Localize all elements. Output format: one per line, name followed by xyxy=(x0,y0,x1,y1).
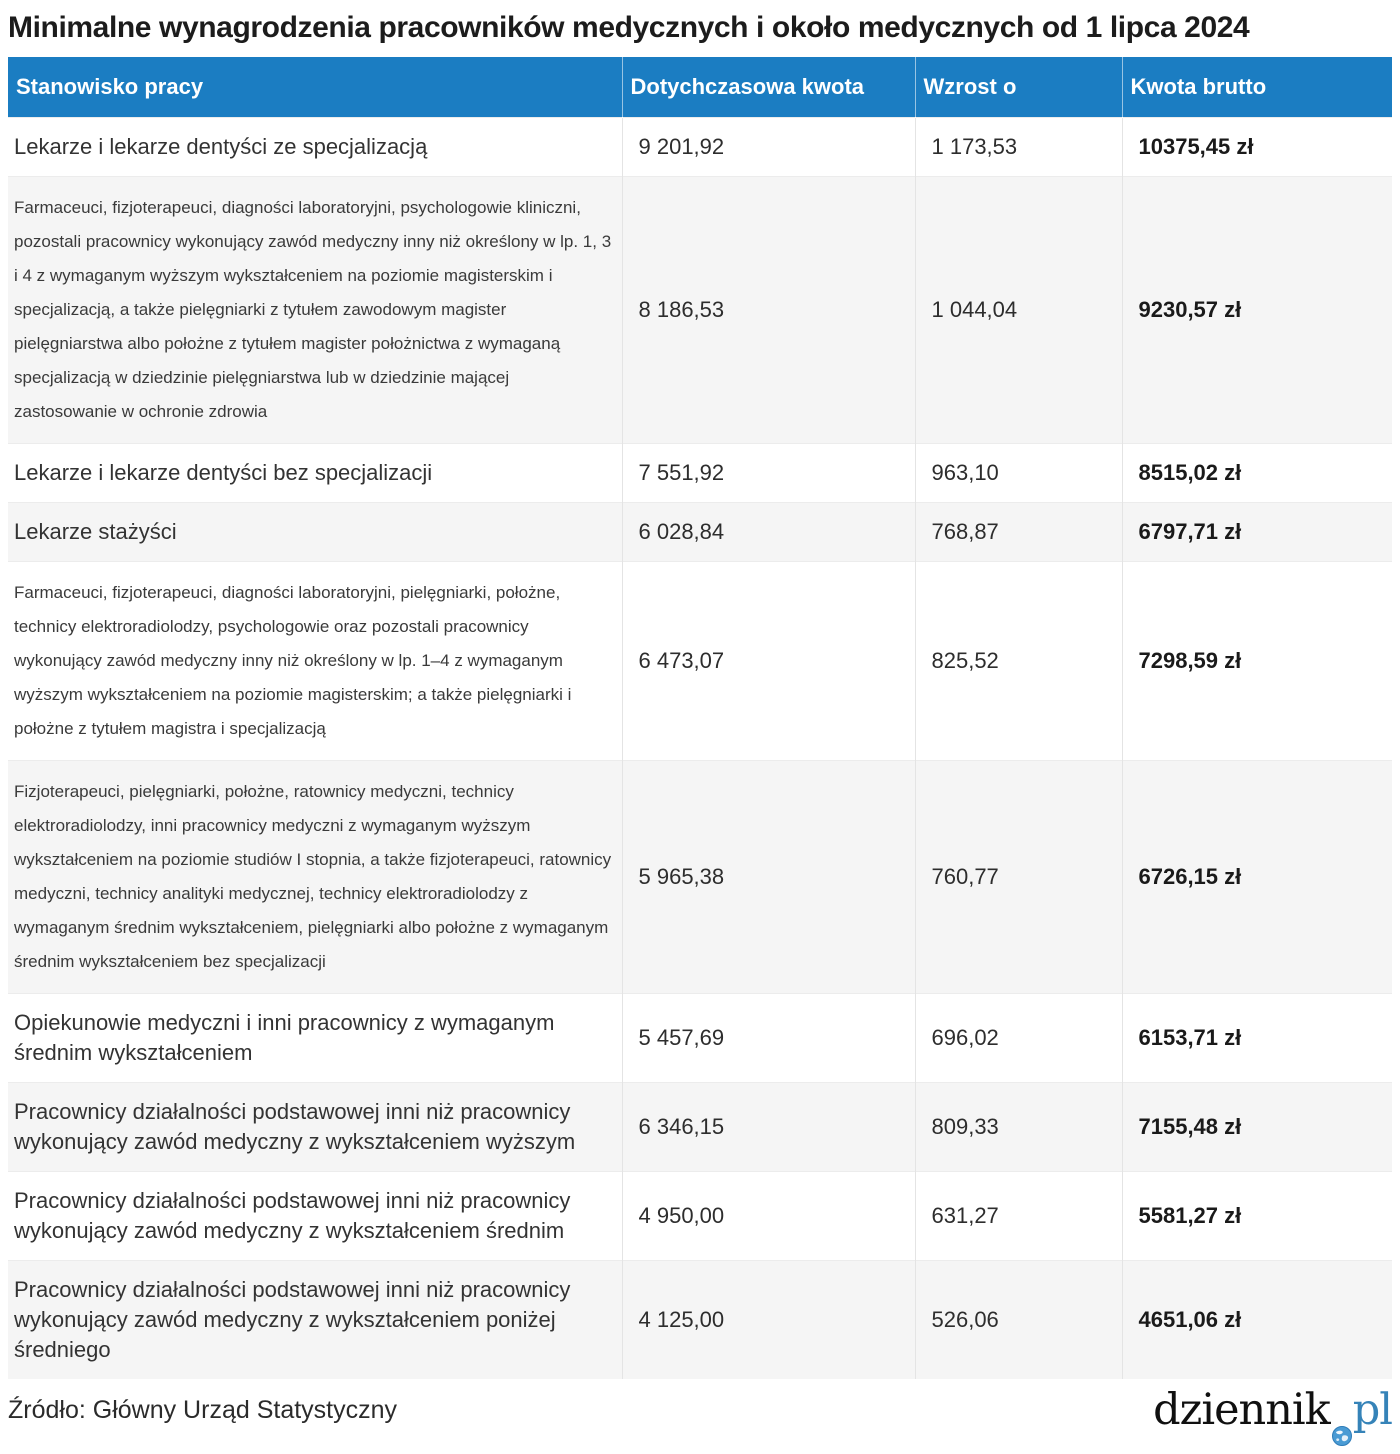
gross-amount-cell: 7298,59 zł xyxy=(1122,561,1392,760)
table-header-row xyxy=(8,57,1392,117)
logo-tld-text: pl xyxy=(1352,1384,1392,1435)
gross-amount-cell: 4651,06 zł xyxy=(1122,1260,1392,1379)
column-header-position: Stanowisko pracy xyxy=(8,57,622,117)
position-cell: Lekarze stażyści xyxy=(14,518,177,544)
table-row xyxy=(8,1171,1392,1260)
infographic xyxy=(0,11,1400,1444)
increase-cell: 825,52 xyxy=(915,561,1122,760)
globe-icon xyxy=(1332,1411,1352,1431)
current-amount-cell: 6 028,84 xyxy=(622,502,915,561)
column-header-increase: Wzrost o xyxy=(915,57,1122,117)
table-row xyxy=(8,1260,1392,1379)
current-amount-cell: 7 551,92 xyxy=(622,443,915,502)
gross-amount-cell: 10375,45 zł xyxy=(1122,117,1392,176)
page-title: Minimalne wynagrodzenia pracowników medycznych i około medycznych od 1 lipca 2024 xyxy=(8,11,1250,44)
position-cell: Lekarze i lekarze dentyści ze specjalizacją xyxy=(14,133,428,159)
current-amount-cell: 4 950,00 xyxy=(622,1171,915,1260)
dziennik-logo xyxy=(1153,1384,1392,1435)
increase-cell: 768,87 xyxy=(915,502,1122,561)
table-row xyxy=(8,993,1392,1082)
current-amount-cell: 5 457,69 xyxy=(622,993,915,1082)
gross-amount-cell: 8515,02 zł xyxy=(1122,443,1392,502)
column-header-current-amount: Dotychczasowa kwota xyxy=(622,57,915,117)
table-row xyxy=(8,1082,1392,1171)
current-amount-cell: 4 125,00 xyxy=(622,1260,915,1379)
current-amount-cell: 6 346,15 xyxy=(622,1082,915,1171)
source-note: Źródło: Główny Urząd Statystyczny xyxy=(8,1395,398,1424)
footer xyxy=(8,1379,1392,1444)
gross-amount-cell: 6726,15 zł xyxy=(1122,760,1392,993)
increase-cell: 1 173,53 xyxy=(915,117,1122,176)
position-cell: Farmaceuci, fizjoterapeuci, diagności laboratoryjni, pielęgniarki, położne, technicy elektroradiolodzy, psychologowie oraz pozostali pracownicy wykonujący zawód medyczny inny niż określony w lp. 1–4 z wymaganym wyższym wykształceniem na poziomie magisterskim; a także pielęgniarki i położne z tytułem magistra i specjalizacją xyxy=(14,582,572,738)
table-row xyxy=(8,117,1392,176)
current-amount-cell: 6 473,07 xyxy=(622,561,915,760)
table-row xyxy=(8,443,1392,502)
gross-amount-cell: 7155,48 zł xyxy=(1122,1082,1392,1171)
increase-cell: 760,77 xyxy=(915,760,1122,993)
position-cell: Farmaceuci, fizjoterapeuci, diagności laboratoryjni, psychologowie kliniczni, pozostali pracownicy wykonujący zawód medyczny inny niż określony w lp. 1, 3 i 4 z wymaganym wyższym wykształceniem na poziomie magisterskim i specjalizacją, a także pielęgniarki z tytułem zawodowym magister pielęgniarstwa albo położne z tytułem magister położnictwa z wymaganą specjalizacją w dziedzinie pielęgniarstwa lub w dziedzinie mającej zastosowanie w ochronie zdrowia xyxy=(14,197,612,421)
position-cell: Opiekunowie medyczni i inni pracownicy z wymaganym średnim wykształceniem xyxy=(14,1009,555,1065)
salary-table xyxy=(8,57,1392,1379)
position-cell: Pracownicy działalności podstawowej inni niż pracownicy wykonujący zawód medyczny z wykształceniem średnim xyxy=(14,1187,571,1243)
position-cell: Pracownicy działalności podstawowej inni niż pracownicy wykonujący zawód medyczny z wykształceniem poniżej średniego xyxy=(14,1276,571,1362)
current-amount-cell: 8 186,53 xyxy=(622,176,915,443)
gross-amount-cell: 9230,57 zł xyxy=(1122,176,1392,443)
position-cell: Pracownicy działalności podstawowej inni niż pracownicy wykonujący zawód medyczny z wykształceniem wyższym xyxy=(14,1098,576,1154)
increase-cell: 631,27 xyxy=(915,1171,1122,1260)
table-row xyxy=(8,760,1392,993)
current-amount-cell: 5 965,38 xyxy=(622,760,915,993)
table-row xyxy=(8,176,1392,443)
logo-brand-text: dziennik xyxy=(1153,1384,1330,1435)
gross-amount-cell: 6797,71 zł xyxy=(1122,502,1392,561)
current-amount-cell: 9 201,92 xyxy=(622,117,915,176)
position-cell: Fizjoterapeuci, pielęgniarki, położne, ratownicy medyczni, technicy elektroradiolodzy, inni pracownicy medyczni z wymaganym wyższym wykształceniem na poziomie studiów I stopnia, a także fizjoterapeuci, ratownicy medyczni, technicy analityki medycznej, technicy elektroradiolodzy z wymaganym średnim wykształceniem, pielęgniarki albo położne z wymaganym średnim wykształceniem bez specjalizacji xyxy=(14,781,612,971)
table-row xyxy=(8,502,1392,561)
column-header-gross-amount: Kwota brutto xyxy=(1122,57,1392,117)
gross-amount-cell: 6153,71 zł xyxy=(1122,993,1392,1082)
increase-cell: 526,06 xyxy=(915,1260,1122,1379)
increase-cell: 1 044,04 xyxy=(915,176,1122,443)
increase-cell: 696,02 xyxy=(915,993,1122,1082)
position-cell: Lekarze i lekarze dentyści bez specjalizacji xyxy=(14,459,433,485)
gross-amount-cell: 5581,27 zł xyxy=(1122,1171,1392,1260)
increase-cell: 809,33 xyxy=(915,1082,1122,1171)
table-row xyxy=(8,561,1392,760)
increase-cell: 963,10 xyxy=(915,443,1122,502)
